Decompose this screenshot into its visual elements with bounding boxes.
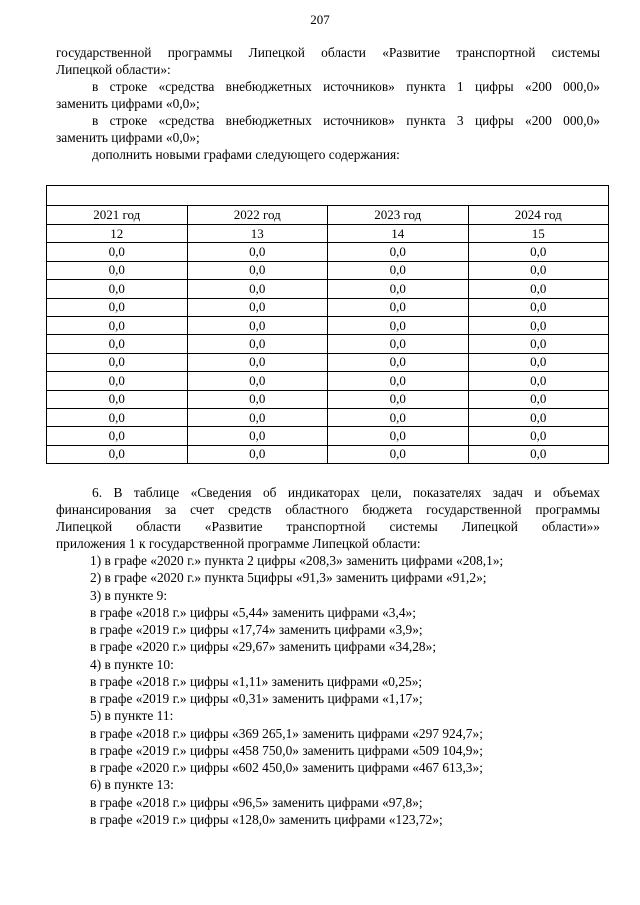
section-6-paragraph bbox=[56, 484, 600, 552]
table-row bbox=[47, 353, 609, 371]
table-cell: 0,0 bbox=[47, 390, 188, 408]
table-cell: 0,0 bbox=[187, 316, 328, 334]
list-item: в графе «2019 г.» цифры «458 750,0» заменить цифрами «509 104,9»; bbox=[90, 742, 483, 758]
table-cell: 0,0 bbox=[187, 298, 328, 316]
table-cell: 0,0 bbox=[468, 445, 609, 463]
table-cell: 0,0 bbox=[47, 298, 188, 316]
table-cell: 0,0 bbox=[328, 261, 469, 279]
list-item: в графе «2018 г.» цифры «1,11» заменить цифрами «0,25»; bbox=[90, 673, 423, 689]
table-blank-cell bbox=[47, 186, 609, 206]
section-6-line: 6. В таблице «Сведения об индикаторах цели, показателях задач и объемах bbox=[92, 485, 600, 500]
table-cell: 0,0 bbox=[328, 427, 469, 445]
list-item: 4) в пункте 10: bbox=[90, 656, 174, 672]
table-cell: 0,0 bbox=[187, 372, 328, 390]
table-cell: 0,0 bbox=[468, 353, 609, 371]
table-cell: 0,0 bbox=[468, 298, 609, 316]
table-cell: 0,0 bbox=[328, 316, 469, 334]
list-item: в графе «2020 г.» цифры «29,67» заменить цифрами «34,28»; bbox=[90, 639, 437, 655]
table-row bbox=[47, 316, 609, 334]
list-item: в графе «2019 г.» цифры «17,74» заменить цифрами «3,9»; bbox=[90, 622, 423, 637]
table-blank-row bbox=[47, 186, 609, 206]
table-cell: 0,0 bbox=[187, 353, 328, 371]
table-cell: 0,0 bbox=[47, 372, 188, 390]
list-item: в графе «2019 г.» цифры «0,31» заменить цифрами «1,17»; bbox=[90, 691, 423, 706]
table-row bbox=[47, 280, 609, 298]
section-6-line: финансирования за счет средств областного бюджета государственной программы bbox=[56, 502, 600, 517]
list-item: в графе «2019 г.» цифры «128,0» заменить цифрами «123,72»; bbox=[90, 811, 443, 827]
table-cell: 0,0 bbox=[47, 280, 188, 298]
table-cell: 0,0 bbox=[328, 408, 469, 426]
table-cell: 0,0 bbox=[47, 261, 188, 279]
column-number: 13 bbox=[187, 225, 328, 243]
table-year-row bbox=[47, 206, 609, 225]
intro-line: в строке «средства внебюджетных источников» пункта 3 цифры «200 000,0» bbox=[92, 113, 600, 128]
table-cell: 0,0 bbox=[187, 408, 328, 426]
column-number: 12 bbox=[47, 225, 188, 243]
intro-paragraph bbox=[56, 44, 600, 163]
table-row bbox=[47, 445, 609, 463]
table-cell: 0,0 bbox=[47, 408, 188, 426]
table-cell: 0,0 bbox=[187, 280, 328, 298]
section-6-line: Липецкой области «Развитие транспортной системы Липецкой области»» bbox=[56, 519, 600, 534]
intro-line: государственной программы Липецкой области «Развитие транспортной системы bbox=[56, 45, 600, 60]
year-header: 2021 год bbox=[47, 206, 188, 225]
table-row bbox=[47, 298, 609, 316]
intro-line: дополнить новыми графами следующего содержания: bbox=[92, 147, 400, 162]
table-cell: 0,0 bbox=[187, 335, 328, 353]
table-cell: 0,0 bbox=[468, 427, 609, 445]
year-header: 2023 год bbox=[328, 206, 469, 225]
list-item: в графе «2020 г.» цифры «602 450,0» заменить цифрами «467 613,3»; bbox=[90, 760, 483, 775]
table-row bbox=[47, 243, 609, 261]
table-row bbox=[47, 390, 609, 408]
intro-line: Липецкой области»: bbox=[56, 62, 171, 77]
table-cell: 0,0 bbox=[47, 335, 188, 353]
year-header: 2022 год bbox=[187, 206, 328, 225]
list-item: 1) в графе «2020 г.» пункта 2 цифры «208,3» заменить цифрами «208,1»; bbox=[90, 553, 504, 568]
column-number: 15 bbox=[468, 225, 609, 243]
table-cell: 0,0 bbox=[47, 427, 188, 445]
table-cell: 0,0 bbox=[328, 445, 469, 463]
section-6-line: приложения 1 к государственной программе Липецкой области: bbox=[56, 536, 421, 551]
table-cell: 0,0 bbox=[328, 335, 469, 353]
data-table bbox=[46, 185, 609, 464]
table-row bbox=[47, 261, 609, 279]
table-cell: 0,0 bbox=[328, 390, 469, 408]
table-cell: 0,0 bbox=[468, 390, 609, 408]
table-row bbox=[47, 427, 609, 445]
table-cell: 0,0 bbox=[468, 372, 609, 390]
table-column-number-row bbox=[47, 225, 609, 243]
table-cell: 0,0 bbox=[187, 261, 328, 279]
table-cell: 0,0 bbox=[328, 280, 469, 298]
table-cell: 0,0 bbox=[468, 408, 609, 426]
table-cell: 0,0 bbox=[328, 298, 469, 316]
intro-line: заменить цифрами «0,0»; bbox=[56, 130, 200, 145]
table-cell: 0,0 bbox=[468, 261, 609, 279]
amendment-list bbox=[90, 552, 610, 828]
table-cell: 0,0 bbox=[468, 280, 609, 298]
table-cell: 0,0 bbox=[187, 390, 328, 408]
year-header: 2024 год bbox=[468, 206, 609, 225]
table-row bbox=[47, 408, 609, 426]
list-item: 3) в пункте 9: bbox=[90, 587, 168, 603]
table-cell: 0,0 bbox=[328, 353, 469, 371]
list-item: в графе «2018 г.» цифры «5,44» заменить цифрами «3,4»; bbox=[90, 604, 416, 620]
table-cell: 0,0 bbox=[47, 445, 188, 463]
intro-line: заменить цифрами «0,0»; bbox=[56, 96, 200, 111]
list-item: 5) в пункте 11: bbox=[90, 708, 174, 724]
table-cell: 0,0 bbox=[187, 243, 328, 261]
list-item: в графе «2018 г.» цифры «369 265,1» заменить цифрами «297 924,7»; bbox=[90, 725, 483, 741]
page-number: 207 bbox=[310, 12, 330, 27]
table-cell: 0,0 bbox=[328, 243, 469, 261]
list-item: 2) в графе «2020 г.» пункта 5цифры «91,3» заменить цифрами «91,2»; bbox=[90, 570, 487, 586]
table-cell: 0,0 bbox=[47, 353, 188, 371]
intro-line: в строке «средства внебюджетных источников» пункта 1 цифры «200 000,0» bbox=[92, 79, 600, 94]
table-row bbox=[47, 335, 609, 353]
list-item: 6) в пункте 13: bbox=[90, 777, 174, 793]
table-cell: 0,0 bbox=[468, 243, 609, 261]
table-cell: 0,0 bbox=[468, 316, 609, 334]
table-cell: 0,0 bbox=[187, 427, 328, 445]
table-cell: 0,0 bbox=[47, 316, 188, 334]
table-cell: 0,0 bbox=[468, 335, 609, 353]
table-row bbox=[47, 372, 609, 390]
table-cell: 0,0 bbox=[47, 243, 188, 261]
column-number: 14 bbox=[328, 225, 469, 243]
table-cell: 0,0 bbox=[328, 372, 469, 390]
list-item: в графе «2018 г.» цифры «96,5» заменить цифрами «97,8»; bbox=[90, 794, 423, 810]
table-cell: 0,0 bbox=[187, 445, 328, 463]
